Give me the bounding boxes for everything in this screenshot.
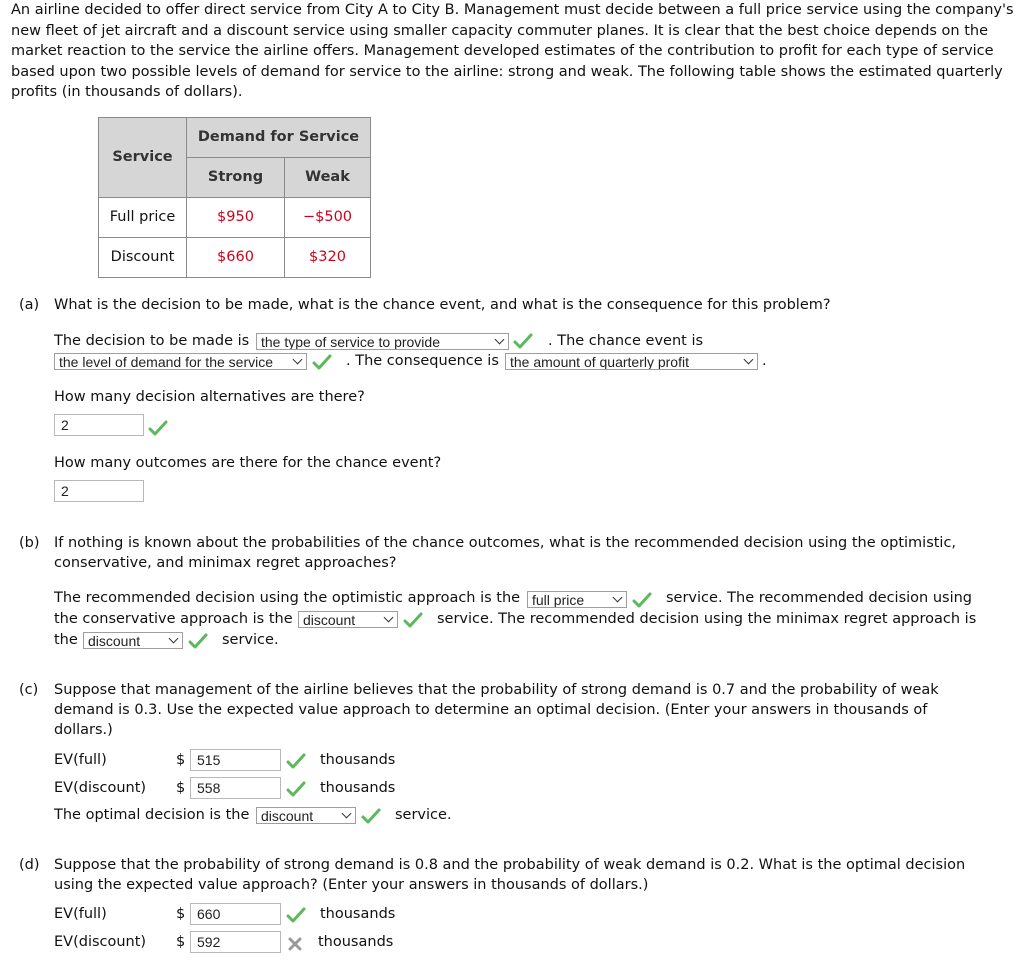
optimal-select[interactable]: discount — [256, 807, 356, 824]
table-row — [99, 198, 371, 238]
cell-value: $320 — [285, 238, 371, 278]
decision-label: The decision to be made is — [54, 333, 250, 349]
part-a-question: What is the decision to be made, what is the chance event, and what is the consequence for this problem? — [54, 297, 831, 313]
checkmark-icon — [286, 753, 306, 769]
conservative-trailing: service. The recommended decision using the minimax regret approach is — [437, 611, 977, 627]
dollar-sign: $ — [176, 934, 186, 950]
chevron-down-icon — [293, 355, 303, 365]
part-d-question-line2: using the expected value approach? (Enter your answers in thousands of dollars.) — [54, 877, 649, 893]
chance-select[interactable]: the level of demand for the service — [54, 353, 307, 370]
ev-discount-input[interactable]: 558 — [190, 777, 281, 799]
part-c-question-line1: Suppose that management of the airline believes that the probability of strong demand is 0.7 and the probability of weak — [54, 682, 939, 698]
part-c-letter: (c) — [19, 682, 39, 698]
optimistic-select[interactable]: full price — [527, 591, 627, 608]
row-label: Discount — [99, 238, 187, 278]
part-c-question-line3: dollars.) — [54, 722, 113, 738]
checkmark-icon — [361, 808, 381, 824]
optimistic-trailing: service. The recommended decision using — [666, 590, 972, 606]
cell-value: $950 — [187, 198, 285, 238]
chevron-down-icon — [613, 593, 623, 603]
checkmark-icon — [513, 333, 533, 349]
unit-label: thousands — [320, 752, 396, 768]
part-c-question-line2: demand is 0.3. Use the expected value approach to determine an optimal decision. (Enter your answers in thousands of — [54, 702, 928, 718]
outcomes-input[interactable]: 2 — [54, 480, 144, 502]
ev-full-input[interactable]: 515 — [190, 749, 281, 771]
optimistic-label: The recommended decision using the optimistic approach is the — [54, 590, 521, 606]
checkmark-icon — [148, 420, 168, 436]
optimal-trailing: service. — [395, 807, 452, 823]
chevron-down-icon — [169, 634, 179, 644]
cell-value: −$500 — [285, 198, 371, 238]
optimal-label: The optimal decision is the — [54, 807, 250, 823]
part-b-question-line1: If nothing is known about the probabilities of the chance outcomes, what is the recommended decision using the optimistic, — [54, 535, 957, 551]
unit-label: thousands — [320, 906, 396, 922]
conservative-select[interactable]: discount — [298, 611, 398, 628]
part-d-letter: (d) — [19, 857, 40, 873]
part-b-question-line2: conservative, and minimax regret approaches? — [54, 555, 397, 571]
chevron-down-icon — [495, 335, 505, 345]
dollar-sign: $ — [176, 906, 186, 922]
part-a-letter: (a) — [19, 297, 40, 313]
chevron-down-icon — [384, 613, 394, 623]
consequence-select[interactable]: the amount of quarterly profit — [505, 353, 758, 370]
minimax-select[interactable]: discount — [83, 632, 183, 649]
checkmark-icon — [632, 592, 652, 608]
row-label: Full price — [99, 198, 187, 238]
checkmark-icon — [403, 612, 423, 628]
chevron-down-icon — [342, 809, 352, 819]
dollar-sign: $ — [176, 780, 186, 796]
ev-full-label: EV(full) — [54, 906, 107, 922]
sentence-period: . — [762, 353, 767, 369]
checkmark-icon — [286, 781, 306, 797]
minimax-trailing: service. — [222, 632, 279, 648]
ev-full-label: EV(full) — [54, 752, 107, 768]
problem-intro: An airline decided to offer direct service from City A to City B. Management must decide between a full price service using the company's new fleet of jet aircraft and a discount service using smaller capacity commuter planes. It is clear that the best choice depends on the market reaction to the service the airline offers. Management developed estimates of the contribution to profit for each type of service based upon two possible levels of demand for service to the airline: strong and weak. The following table shows the estimated quarterly profits (in thousands of dollars). — [11, 2, 1014, 100]
ev-discount-label: EV(discount) — [54, 780, 147, 796]
conservative-label: the conservative approach is the — [54, 611, 293, 627]
consequence-label: . The consequence is — [346, 353, 499, 369]
checkmark-icon — [188, 633, 208, 649]
dollar-sign: $ — [176, 752, 186, 768]
part-b-letter: (b) — [19, 535, 40, 551]
minimax-label: the — [54, 632, 78, 648]
alternatives-input[interactable]: 2 — [54, 414, 144, 436]
service-header: Service — [99, 118, 187, 198]
alternatives-question: How many decision alternatives are there? — [54, 389, 365, 405]
table-row — [99, 238, 371, 278]
ev-discount-label: EV(discount) — [54, 934, 147, 950]
cell-value: $660 — [187, 238, 285, 278]
checkmark-icon — [286, 907, 306, 923]
demand-header: Demand for Service — [187, 118, 371, 158]
x-mark-icon — [287, 936, 303, 952]
checkmark-icon — [312, 354, 332, 370]
unit-label: thousands — [320, 780, 396, 796]
payoff-table — [98, 117, 371, 278]
ev-discount-input[interactable]: 592 — [190, 931, 281, 953]
chevron-down-icon — [744, 355, 754, 365]
weak-header: Weak — [285, 158, 371, 198]
ev-full-input[interactable]: 660 — [190, 903, 281, 925]
chance-label: . The chance event is — [548, 333, 704, 349]
strong-header: Strong — [187, 158, 285, 198]
decision-select[interactable]: the type of service to provide — [256, 333, 509, 350]
unit-label: thousands — [318, 934, 394, 950]
part-d-question-line1: Suppose that the probability of strong demand is 0.8 and the probability of weak demand is 0.2. What is the optimal decision — [54, 857, 966, 873]
outcomes-question: How many outcomes are there for the chance event? — [54, 455, 442, 471]
